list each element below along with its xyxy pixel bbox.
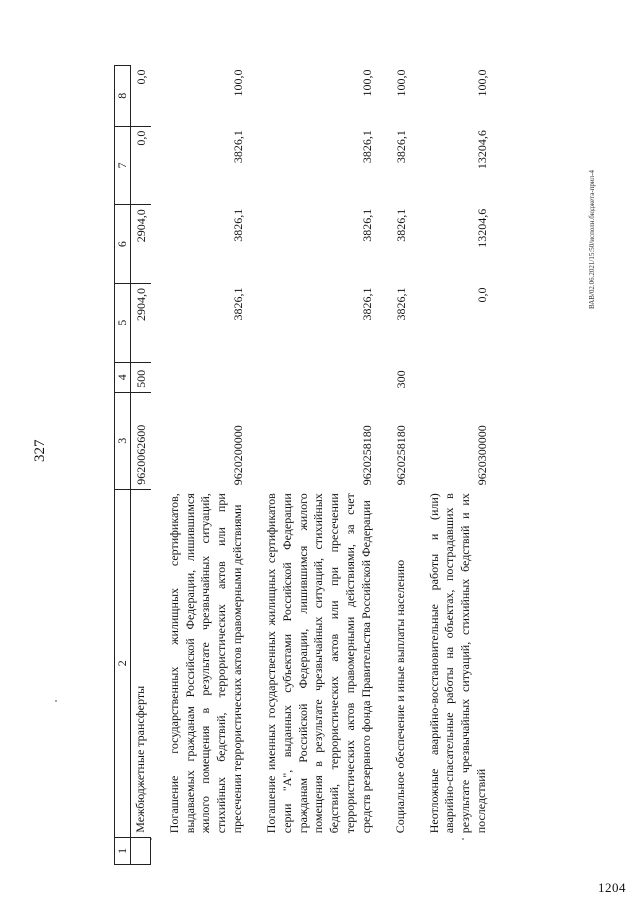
row-type xyxy=(151,362,248,392)
row-name: Межбюджетные трансферты xyxy=(131,489,151,837)
row-value-5: 3826,1 xyxy=(359,287,374,321)
row-value-5: 3826,1 xyxy=(393,287,408,321)
column-header: 5 xyxy=(115,283,131,362)
row-type xyxy=(248,362,377,392)
row-type: 500 xyxy=(131,362,151,392)
row-value-5: 2904,0 xyxy=(131,283,151,362)
row-code: 9620300000 xyxy=(474,425,489,486)
row-value-7: 3826,1 xyxy=(359,130,374,164)
row-code: 9620062600 xyxy=(131,392,151,489)
row-value-7: 3826,1 xyxy=(393,130,408,164)
row-name: Неотложные аварийно-восстановительные работы и (или) аварийно-спасательные работы на объектах, пострадавших в результате чрезвычайных ситуаций, стихийных бедствий и их последствий xyxy=(426,493,489,834)
row-code: 9620200000 xyxy=(230,425,245,486)
row-value-7: 3826,1 xyxy=(230,130,245,164)
column-header: 6 xyxy=(115,205,131,284)
row-name: Погашение именных государственных жилищных сертификатов серии "А", выданных субъектами Российской Федерации гражданам Российской Федерации, лишившимся жилого помещения в результате чрезвычайных ситуаций, стихийных бедствий, террористических актов или при пресечении террористических актов правомерными действиями, за счет средств резервного фонда Правительства Российской Федерации xyxy=(263,493,373,834)
column-header: 8 xyxy=(115,66,131,127)
table-row xyxy=(411,66,492,865)
column-header: 4 xyxy=(115,362,131,392)
row-value-6: 13204,6 xyxy=(474,208,489,248)
rotated-table-container xyxy=(114,65,586,865)
row-type xyxy=(411,362,492,392)
row-value-7: 13204,6 xyxy=(474,130,489,170)
row-name: Социальное обеспечение и иные выплаты населению xyxy=(392,559,407,834)
row-name: Погашение государственных жилищных сертификатов, выдаваемых гражданам Российской Федерации, лишившимся жилого помещения в результате чрезвычайных ситуаций, стихийных бедствий, террористических актов или при пресечении террористических актов правомерными действиями xyxy=(166,493,245,834)
row-value-7: 0,0 xyxy=(131,126,151,205)
column-header: 2 xyxy=(115,489,131,837)
row-value-8: 100,0 xyxy=(359,69,374,97)
table-row xyxy=(151,66,248,865)
row-type: 300 xyxy=(393,370,408,389)
page-number: 327 xyxy=(32,439,48,462)
row-value-6: 3826,1 xyxy=(230,208,245,242)
scan-speck xyxy=(55,700,57,702)
row-value-5: 3826,1 xyxy=(230,287,245,321)
column-header: 7 xyxy=(115,126,131,205)
table-row xyxy=(248,66,377,865)
row-code: 9620258180 xyxy=(359,425,374,486)
row-value-8: 100,0 xyxy=(230,69,245,97)
table-row xyxy=(377,66,411,865)
row-code: 9620258180 xyxy=(393,425,408,486)
column-header: 1 xyxy=(115,837,131,864)
row-number-cell xyxy=(131,837,151,864)
row-value-8: 100,0 xyxy=(393,69,408,97)
column-header: 3 xyxy=(115,392,131,489)
row-value-5: 0,0 xyxy=(474,287,489,303)
row-value-8: 0,0 xyxy=(131,66,151,127)
row-value-6: 2904,0 xyxy=(131,205,151,284)
table-row xyxy=(131,66,151,865)
file-reference: ВАВ/02.06.2021/15:50/исполн.бюджета-прил-4 xyxy=(588,170,596,309)
row-value-6: 3826,1 xyxy=(359,208,374,242)
row-value-8: 100,0 xyxy=(474,69,489,97)
footer-page-number: 1204 xyxy=(598,880,626,895)
table-header-row xyxy=(115,66,131,865)
row-value-6: 3826,1 xyxy=(393,208,408,242)
budget-table xyxy=(114,65,492,865)
